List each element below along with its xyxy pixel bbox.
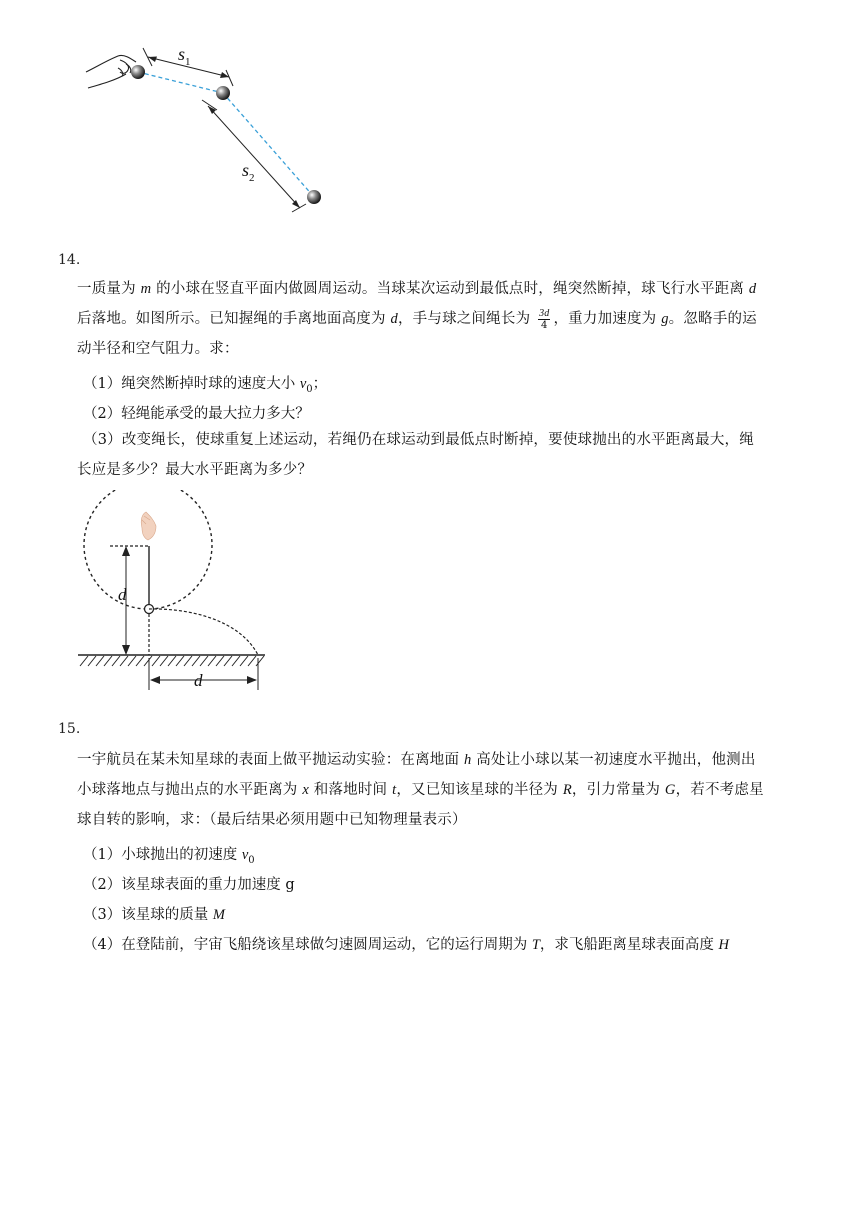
- s1-label: $s_1$: [178, 44, 191, 68]
- d-horizontal-label: d: [194, 671, 203, 690]
- fraction-3d-4: $\frac{3d}{4}$: [539, 307, 550, 331]
- ball-1: [131, 65, 145, 79]
- s2-label: $s_2$: [242, 160, 255, 184]
- question-14-stem: 一质量为 m 的小球在竖直平面内做圆周运动。当球某次运动到最低点时，绳突然断掉，球飞行水平距离 d 后落地。如图所示。已知握绳的手离地面高度为 d，手与球之间绳长为 $\frac{3d}{4}$ ，重力加速度为 g。忽略手的运 动半径和空气阻力。求：: [77, 281, 757, 357]
- q14-sub1: （1）绳突然断掉时球的速度大小 $v_0$；: [83, 376, 328, 395]
- question-number: 14.: [58, 252, 81, 268]
- motion-figure: [80, 40, 340, 230]
- q15-sub4: （4）在登陆前，宇宙飞船绕该星球做匀速圆周运动，它的运行周期为 T，求飞船距离星球表面高度 H: [83, 937, 730, 953]
- question-number: 15.: [58, 721, 81, 737]
- q15-sub2: （2）该星球表面的重力加速度 g: [83, 877, 295, 893]
- d-vertical-label: d: [118, 585, 127, 604]
- circular-motion-figure: [70, 490, 280, 695]
- ball-2: [216, 86, 230, 100]
- q15-sub1: （1）小球抛出的初速度 $v_0$: [83, 847, 255, 866]
- q14-sub2: （2）轻绳能承受的最大拉力多大？: [83, 406, 310, 422]
- hand-icon: [86, 55, 136, 88]
- question-15-stem: 一宇航员在某未知星球的表面上做平抛运动实验：在离地面 h 高处让小球以某一初速度水平抛出，他测出 小球落地点与抛出点的水平距离为 x 和落地时间 t，又已知该星球的半径为 R，引力常量为 G，若不考虑星 球自转的影响，求：（最后结果必须用题中已知物理量表示）: [77, 752, 764, 828]
- q15-sub3: （3）该星球的质量 M: [83, 907, 225, 923]
- ball-3: [307, 190, 321, 204]
- q14-sub3: （3）改变绳长，使球重复上述运动，若绳仍在球运动到最低点时断掉，要使球抛出的水平距离最大，绳 长应是多少？最大水平距离为多少？: [77, 432, 754, 478]
- hand-icon: [141, 512, 156, 540]
